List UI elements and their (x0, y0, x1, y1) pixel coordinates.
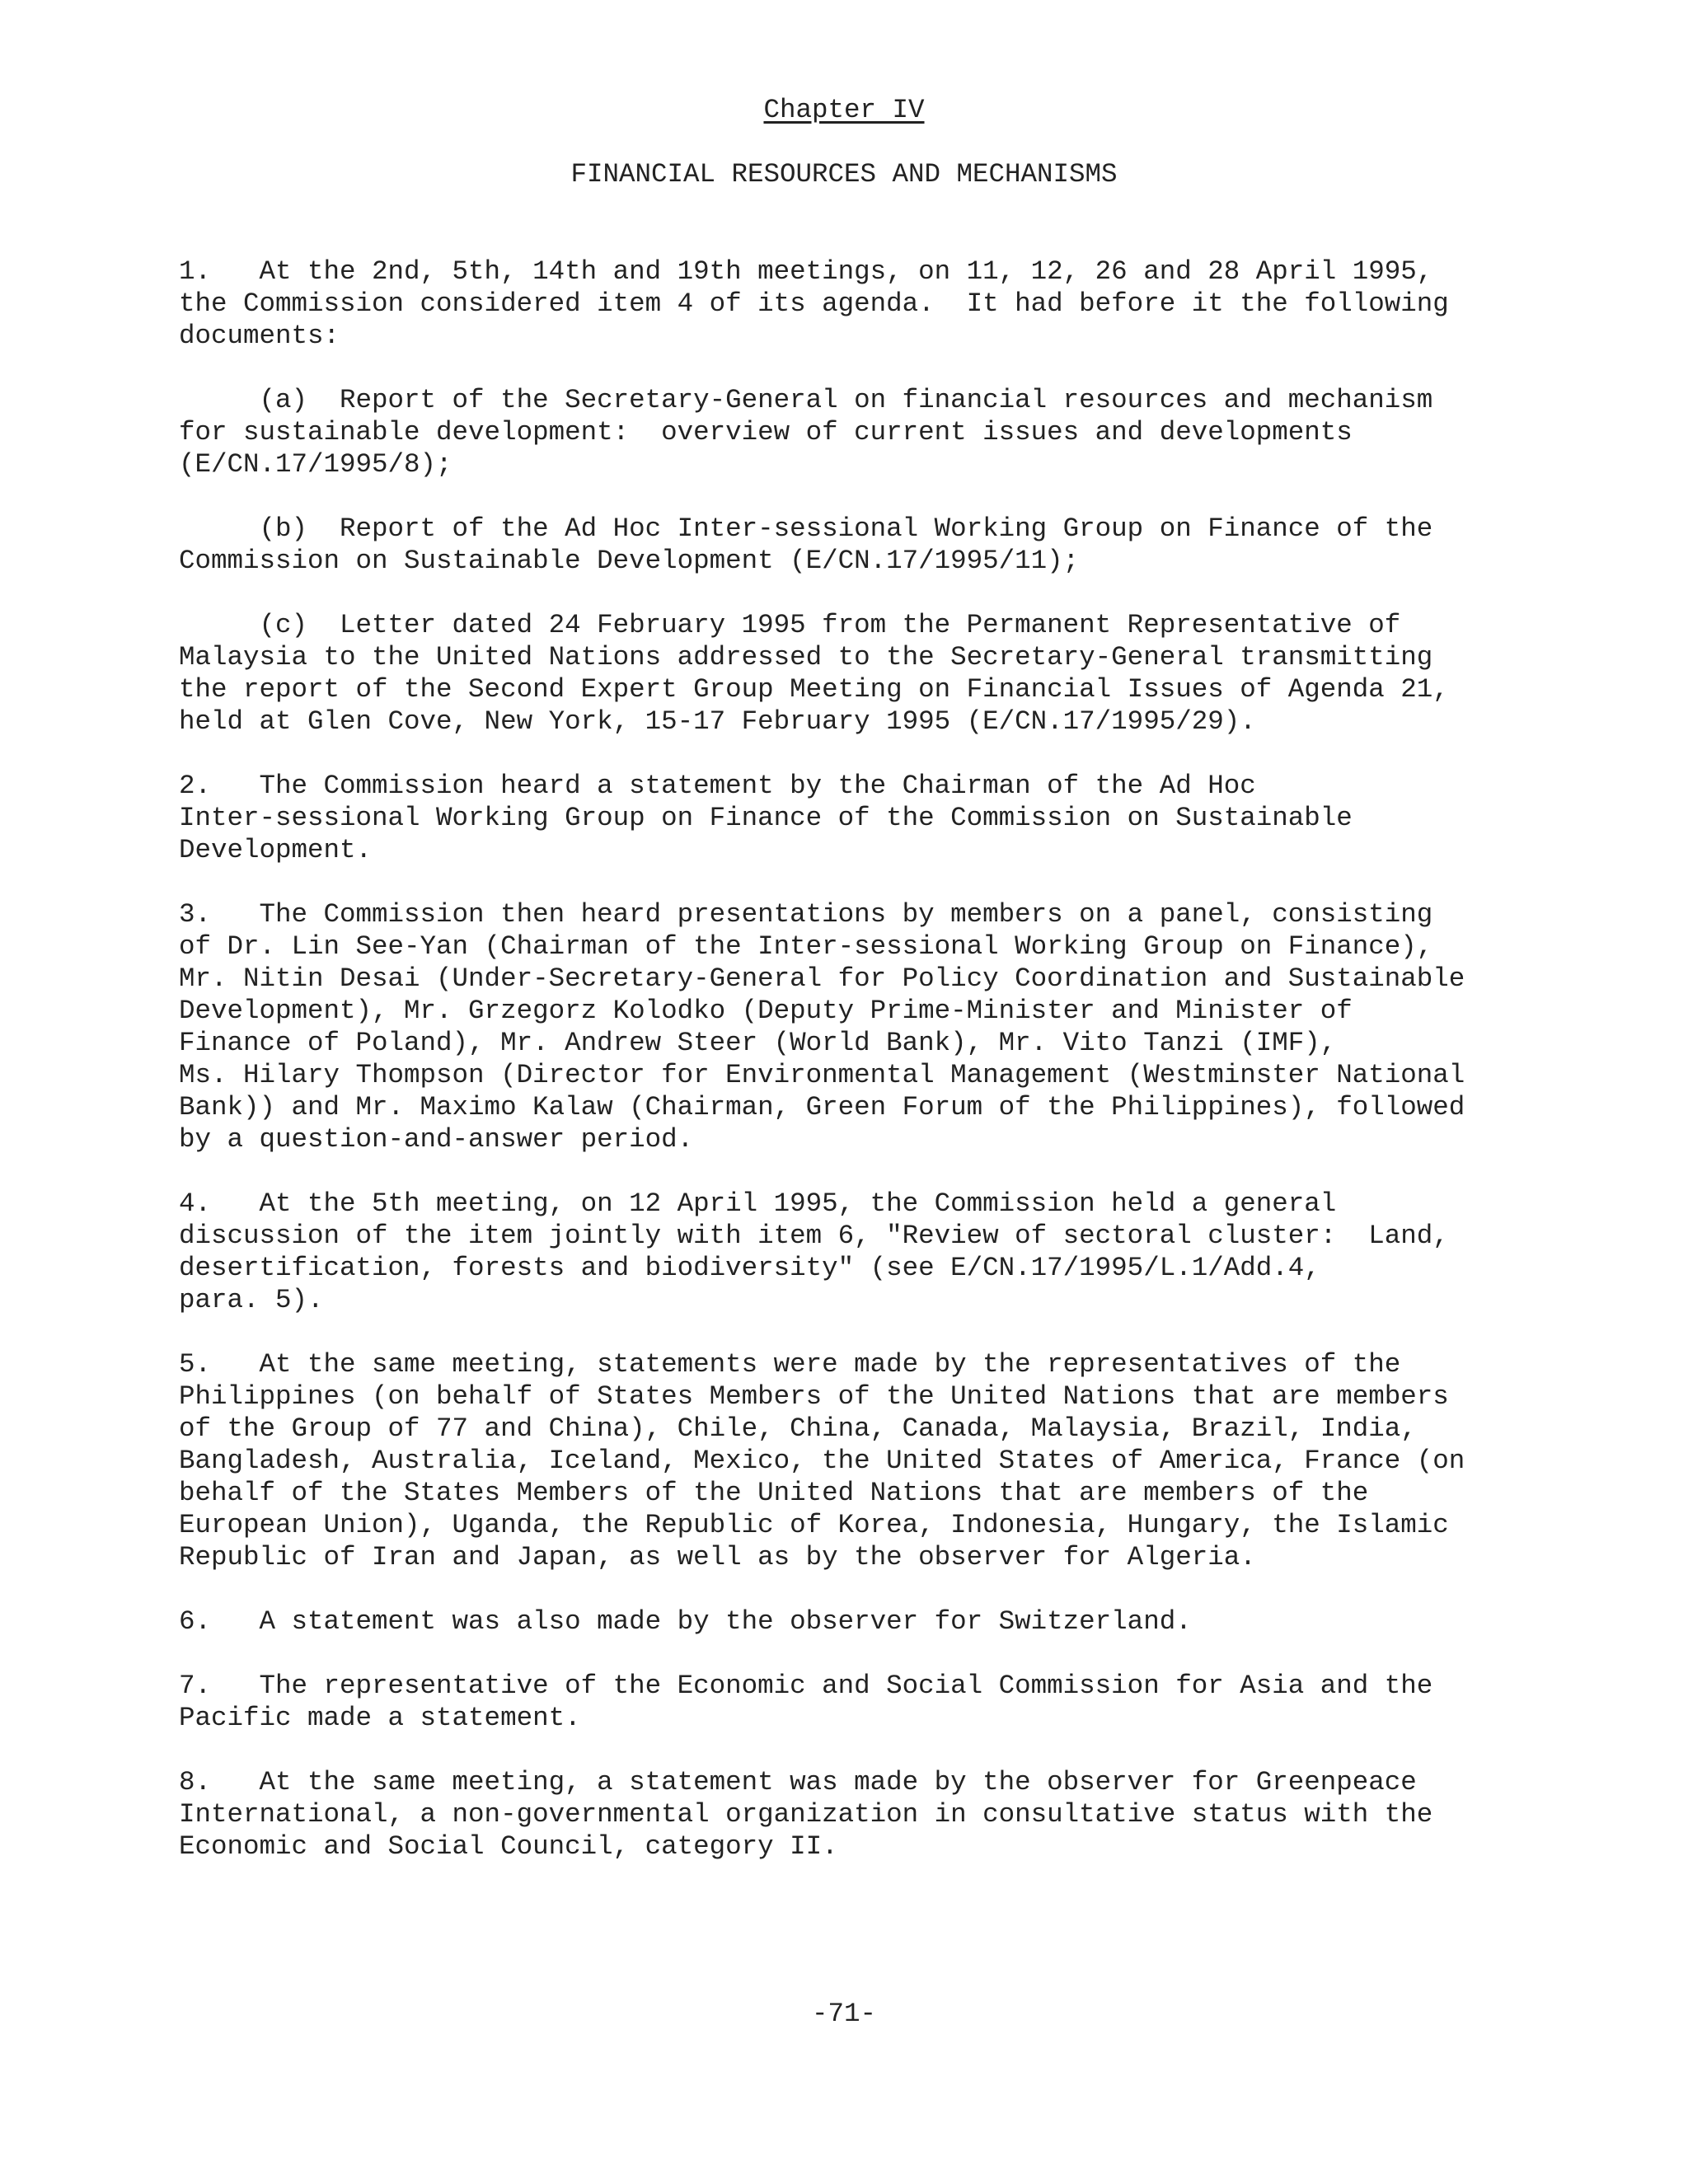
paragraph-7: 7. The representative of the Economic and Social Commission for Asia and the Pacific made a statement. (179, 1671, 1433, 1733)
paragraph-6: 6. A statement was also made by the observer for Switzerland. (179, 1606, 1192, 1637)
chapter-heading: Chapter IV (763, 95, 925, 125)
paragraph-5: 5. At the same meeting, statements were made by the representatives of the Philippines (on behalf of States Members of the United Nations that are members of the Group of 77 and China), Chile, China, Canada, Malaysia, Brazil, India, Bangladesh, Australia, Iceland, Mexico, the United States of America, France (on behalf of the States Members of the United Nations that are members of the European Union), Uganda, the Republic of Korea, Indonesia, Hungary, the Islamic Republic of Iran and Japan, as well as by the observer for Algeria. (179, 1349, 1465, 1572)
paragraph-2: 2. The Commission heard a statement by the Chairman of the Ad Hoc Inter-sessional Working Group on Finance of the Commission on Sustainable Development. (179, 771, 1353, 865)
paragraph-1: 1. At the 2nd, 5th, 14th and 19th meetings, on 11, 12, 26 and 28 April 1995, the Commission considered item 4 of its agenda. It had before it the following documents: (179, 256, 1449, 351)
document-body (179, 255, 1514, 1895)
section-title: FINANCIAL RESOURCES AND MECHANISMS (570, 159, 1118, 190)
paragraph-1a: (a) Report of the Secretary-General on financial resources and mechanism for sustainable development: overview of current issues and developments (E/CN.17/1995/8); (179, 385, 1433, 480)
page-number: -71- (811, 1999, 876, 2029)
paragraph-4: 4. At the 5th meeting, on 12 April 1995, the Commission held a general discussion of the item jointly with item 6, "Review of sectoral cluster: Land, desertification, forests and biodiversity" (see E/CN.17/1995/L.1/Add.4, para. 5). (179, 1188, 1449, 1315)
paragraph-8: 8. At the same meeting, a statement was made by the observer for Greenpeace International, a non-governmental organization in consultative status with the Economic and Social Council, category II. (179, 1767, 1433, 1862)
paragraph-3: 3. The Commission then heard presentations by members on a panel, consisting of Dr. Lin See-Yan (Chairman of the Inter-sessional Working Group on Finance), Mr. Nitin Desai (Under-Secretary-General for Policy Coordination and Sustainable Development), Mr. Grzegorz Kolodko (Deputy Prime-Minister and Minister of Finance of Poland), Mr. Andrew Steer (World Bank), Mr. Vito Tanzi (IMF), Ms. Hilary Thompson (Director for Environmental Management (Westminster National Bank)) and Mr. Maximo Kalaw (Chairman, Green Forum of the Philippines), followed by a question-and-answer period. (179, 899, 1465, 1155)
paragraph-1b: (b) Report of the Ad Hoc Inter-sessional Working Group on Finance of the Commission on Sustainable Development (E/CN.17/1995/11); (179, 513, 1433, 576)
paragraph-1c: (c) Letter dated 24 February 1995 from the Permanent Representative of Malaysia to the United Nations addressed to the Secretary-General transmitting the report of the Second Expert Group Meeting on Financial Issues of Agenda 21, held at Glen Cove, New York, 15-17 February 1995 (E/CN.17/1995/29). (179, 610, 1449, 737)
